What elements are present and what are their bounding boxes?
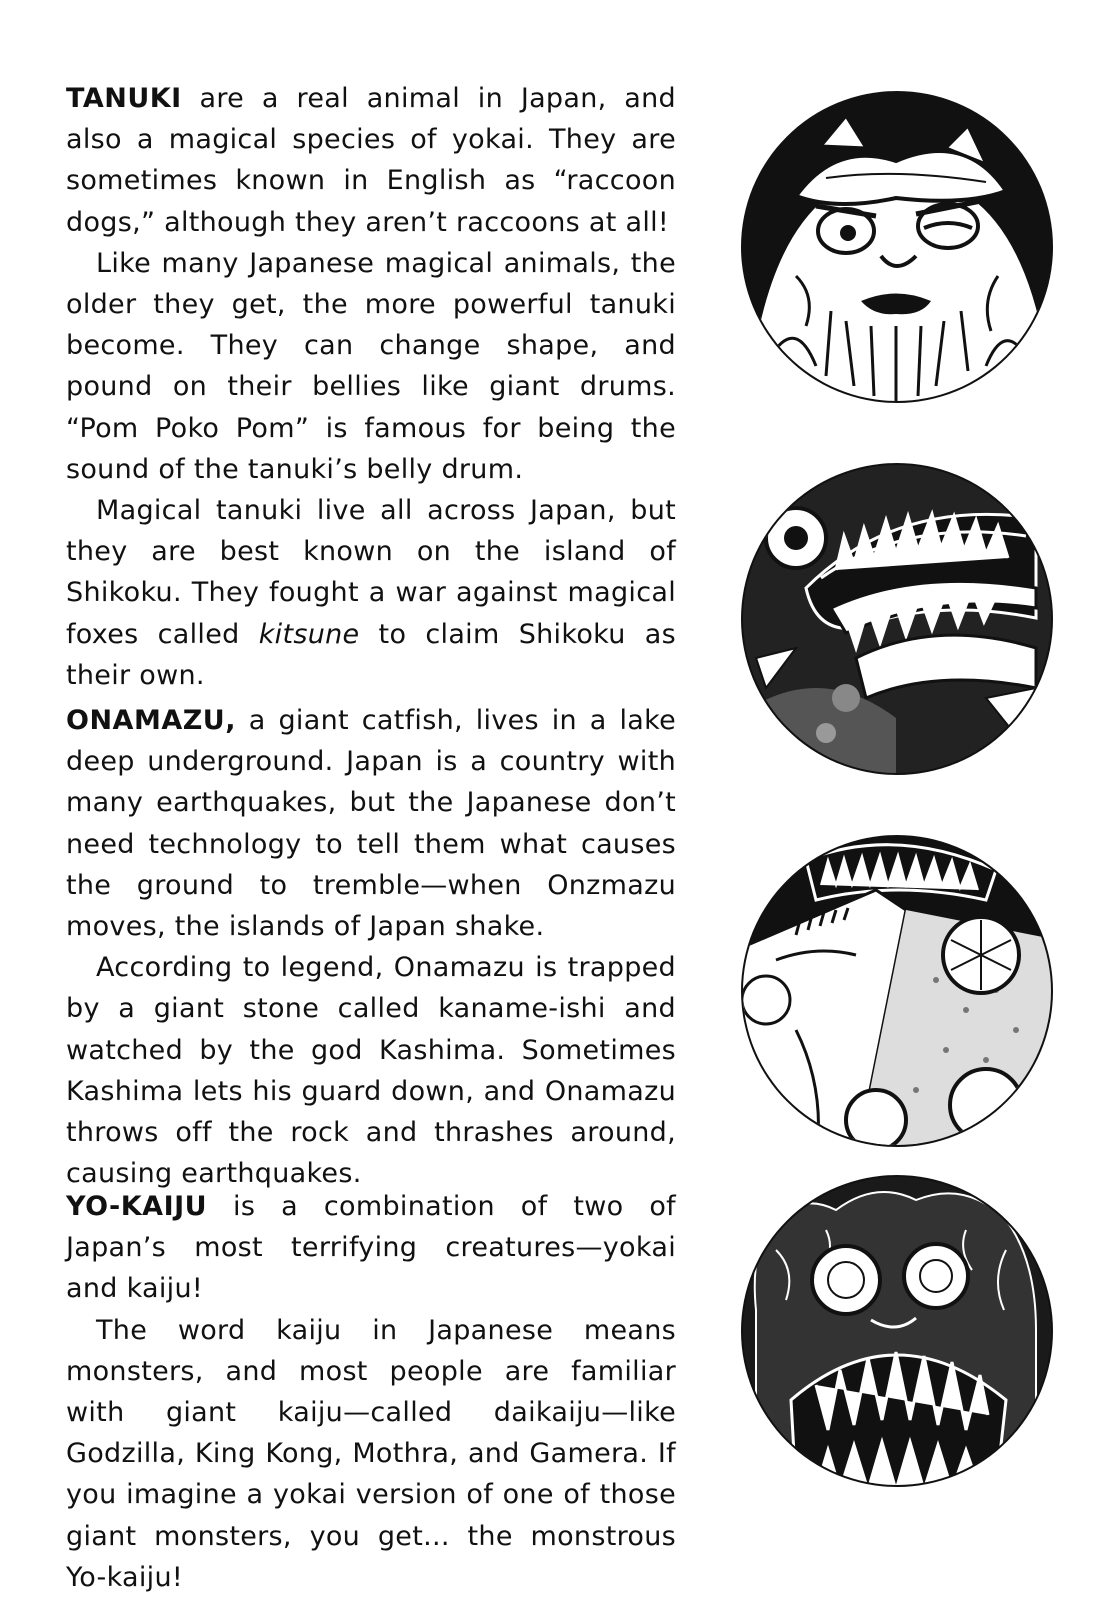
yokaiju-paragraph-1: YO-KAIJU is a combination of two of Japan’s most terrifying creatures—yokai and kaiju!: [66, 1191, 676, 1305]
catfish-mouth-icon: [736, 458, 1058, 780]
section-tanuki: [66, 78, 676, 696]
yokaiju-paragraph-2: The word kaiju in Japanese means monsters, and most people are familiar with giant kaiju—called daikaiju—like Godzilla, King Kong, Mothra, and Gamera. If you imagine a yokai version of one of those giant monsters, you get... the monstrous Yo-kaiju!: [66, 1314, 676, 1593]
onamazu-paragraph-2: According to legend, Onamazu is trapped by a giant stone called kaname-ishi and watched by the god Kashima. Sometimes Kashima lets his guard down, and Onamazu throws off the rock and thrashes around, causing earthquakes.: [66, 952, 676, 1190]
kitsune-word: kitsune: [258, 618, 360, 650]
catfish-illustration: [736, 458, 1058, 780]
section-onamazu: [66, 700, 676, 1194]
section-yokaiju: [66, 1186, 676, 1598]
onamazu-paragraph-1: ONAMAZU, a giant catfish, lives in a lake deep underground. Japan is a country with many earthquakes, but the Japanese don’t need technology to tell them what causes the ground to tremble—when Onzmazu moves, the islands of Japan shake.: [66, 705, 676, 943]
kashima-illustration: [736, 830, 1058, 1152]
tanuki-paragraph-3: Magical tanuki live all across Japan, but they are best known on the island of Shikoku. They fought a war against magical foxes called kitsune to claim Shikoku as their own.: [66, 495, 676, 691]
term-yokaiju: YO-KAIJU: [66, 1191, 208, 1222]
kashima-catfish-icon: [736, 830, 1058, 1152]
term-onamazu: ONAMAZU,: [66, 705, 236, 736]
tanuki-paragraph-1: TANUKI are a real animal in Japan, and also a magical species of yokai. They are sometimes known in English as “raccoon dogs,” although they aren’t raccoons at all!: [66, 83, 676, 238]
yokaiju-illustration: [736, 1170, 1058, 1492]
yokaiju-face-icon: [736, 1170, 1058, 1492]
term-tanuki: TANUKI: [66, 83, 182, 114]
tanuki-illustration: [736, 86, 1058, 408]
tanuki-paragraph-2: Like many Japanese magical animals, the older they get, the more powerful tanuki become. They can change shape, and pound on their bellies like giant drums. “Pom Poko Pom” is famous for being the sound of the tanuki’s belly drum.: [66, 247, 676, 485]
tanuki-face-icon: [736, 86, 1058, 408]
